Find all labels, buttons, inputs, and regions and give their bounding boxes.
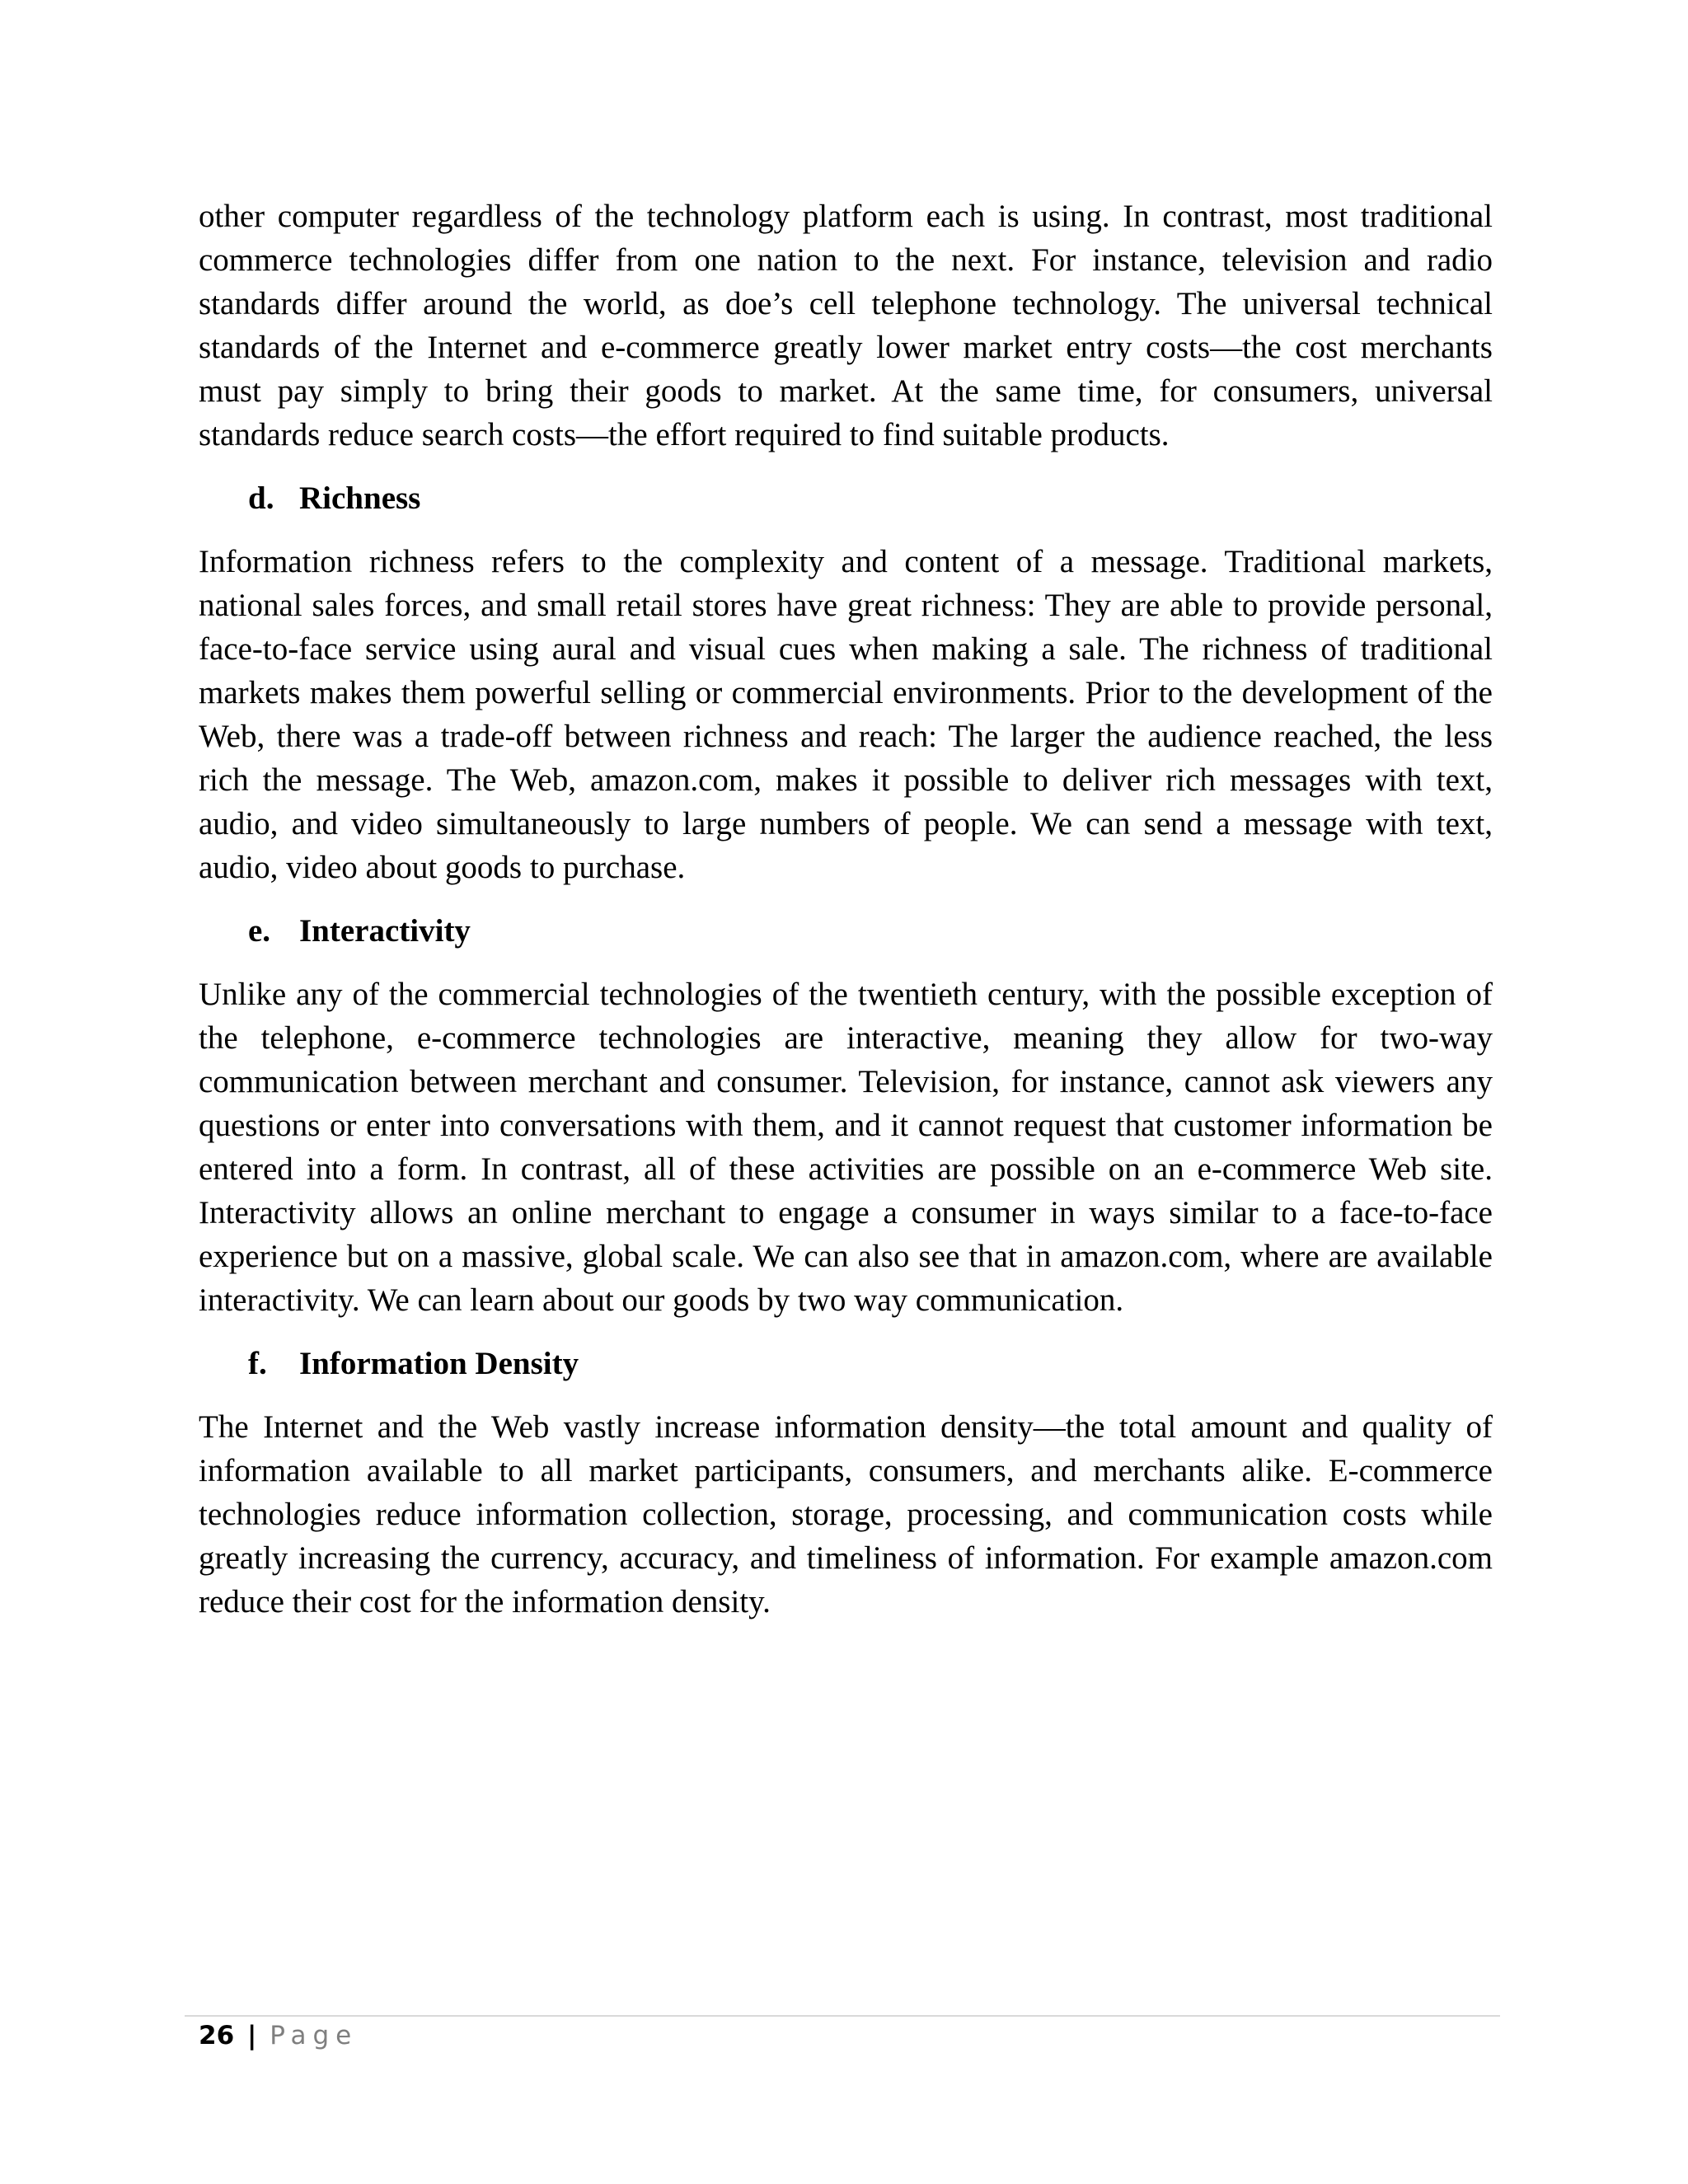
- paragraph-richness: Information richness refers to the complexity and content of a message. Traditional markets, national sales forces, and small retail stores have great richness: They are able to provide personal, face-to-face service using aural and visual cues when making a sale. The richness of traditional markets makes them powerful selling or commercial environments. Prior to the development of the Web, there was a trade-off between richness and reach: The larger the audience reached, the less rich the message. The Web, amazon.com, makes it possible to deliver rich messages with text, audio, and video simultaneously to large numbers of people. We can send a message with text, audio, video about goods to purchase.: [199, 544, 1493, 885]
- section-heading-interactivity: [199, 909, 1493, 953]
- footer-divider: [185, 2015, 1500, 2017]
- section-heading-information-density: [199, 1342, 1493, 1385]
- paragraph-information-density: The Internet and the Web vastly increase information density—the total amount and quality of information available to all market participants, consumers, and merchants alike. E-commerce technologies reduce information collection, storage, processing, and communication costs while greatly increasing the currency, accuracy, and timeliness of information. For example amazon.com reduce their cost for the information density.: [199, 1409, 1493, 1619]
- section-number: e.: [248, 913, 271, 949]
- section-number: d.: [248, 480, 274, 516]
- paragraph-intro: other computer regardless of the technology platform each is using. In contrast, most traditional commerce technologies differ from one nation to the next. For instance, television and radio standards differ around the world, as doe’s cell telephone technology. The universal technical standards of the Internet and e-commerce greatly lower market entry costs—the cost merchants must pay simply to bring their goods to market. At the same time, for consumers, universal standards reduce search costs—the effort required to find suitable products.: [199, 199, 1493, 452]
- section-title: Information Density: [299, 1346, 579, 1381]
- page-footer: [199, 2018, 358, 2054]
- section-heading-richness: [199, 476, 1493, 520]
- section-title: Richness: [299, 480, 421, 516]
- page-label: Page: [270, 2021, 359, 2050]
- section-title: Interactivity: [299, 913, 471, 949]
- document-body: [199, 194, 1493, 1624]
- footer-separator: |: [247, 2021, 257, 2050]
- section-number: f.: [248, 1346, 267, 1381]
- paragraph-interactivity: Unlike any of the commercial technologies of the twentieth century, with the possible exception of the telephone, e-commerce technologies are interactive, meaning they allow for two-way communication between merchant and consumer. Television, for instance, cannot ask viewers any questions or enter into conversations with them, and it cannot request that customer information be entered into a form. In contrast, all of these activities are possible on an e-commerce Web site. Interactivity allows an online merchant to engage a consumer in ways similar to a face-to-face experience but on a massive, global scale. We can also see that in amazon.com, where are available interactivity. We can learn about our goods by two way communication.: [199, 977, 1493, 1318]
- page-number: 26: [199, 2021, 235, 2050]
